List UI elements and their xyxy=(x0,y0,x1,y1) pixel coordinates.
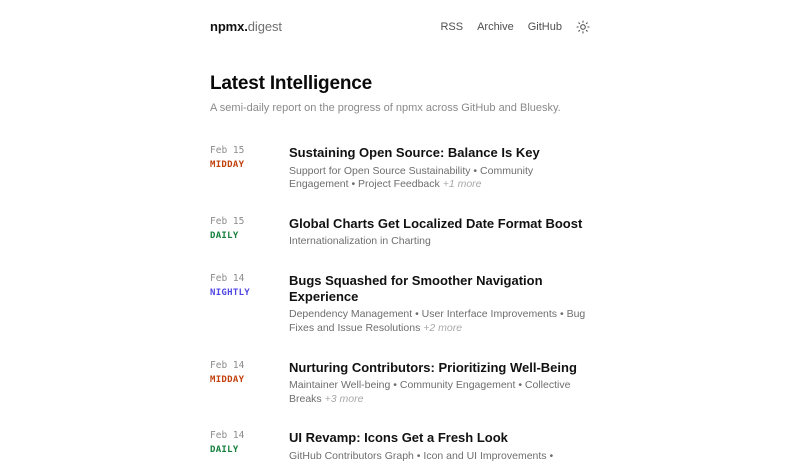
entry-schedule-label: MIDDAY xyxy=(210,374,245,385)
entry-body xyxy=(289,430,590,463)
entry-item[interactable] xyxy=(210,360,590,407)
entry-schedule-label: DAILY xyxy=(210,445,239,456)
entry-item[interactable] xyxy=(210,430,590,463)
entry-tags-text: Support for Open Source Sustainability • Community Engagement • Project Feedback xyxy=(289,164,534,191)
entry-schedule-label: MIDDAY xyxy=(210,160,245,170)
entry-date: Feb 15 xyxy=(210,215,245,227)
entry-meta xyxy=(210,360,289,407)
entry-tags xyxy=(289,165,590,192)
entry-title[interactable]: UI Revamp: Icons Get a Fresh Look xyxy=(289,430,508,446)
page-container xyxy=(210,0,590,464)
theme-toggle-button[interactable] xyxy=(576,20,590,34)
entry-more-count: +3 more xyxy=(324,392,364,405)
entry-tags-text: Maintainer Well-being • Community Engagement • Collective Breaks xyxy=(289,379,571,405)
entry-meta xyxy=(210,273,289,335)
entry-body xyxy=(289,216,590,249)
entry-title[interactable]: Sustaining Open Source: Balance Is Key xyxy=(289,145,540,160)
entry-tags xyxy=(289,235,590,249)
entry-schedule-label: NIGHTLY xyxy=(210,288,251,299)
entry-tags-text: Internationalization in Charting xyxy=(289,235,431,248)
entry-item[interactable] xyxy=(210,273,590,335)
entry-tags xyxy=(289,379,590,406)
logo-brand: npmx. xyxy=(210,19,248,34)
entry-list xyxy=(210,145,590,464)
entry-title[interactable]: Nurturing Contributors: Prioritizing Well-Being xyxy=(289,359,577,375)
sun-icon xyxy=(576,20,590,34)
entry-meta xyxy=(210,430,289,463)
page-subtitle: A semi-daily report on the progress of npmx across GitHub and Bluesky. xyxy=(210,102,561,114)
entry-tags xyxy=(289,450,590,464)
entry-more-count: +1 more xyxy=(442,178,482,191)
entry-title[interactable]: Bugs Squashed for Smoother Navigation Experience xyxy=(289,273,543,304)
nav-link-github[interactable]: GitHub xyxy=(527,20,562,33)
entry-tags-text: GitHub Contributors Graph • Icon and UI Improvements • xyxy=(289,450,554,463)
entry-body xyxy=(289,145,590,192)
entry-date: Feb 14 xyxy=(210,430,245,442)
entry-more-count: +2 more xyxy=(423,321,463,334)
page-title: Latest Intelligence xyxy=(210,73,372,94)
entry-item[interactable] xyxy=(210,145,590,192)
entry-meta xyxy=(210,145,289,192)
entry-meta xyxy=(210,216,289,249)
entry-tags xyxy=(289,308,590,335)
header-nav xyxy=(440,20,590,34)
entry-title[interactable]: Global Charts Get Localized Date Format Boost xyxy=(289,215,583,231)
entry-body xyxy=(289,360,590,407)
entry-schedule-label: DAILY xyxy=(210,230,239,241)
entry-date: Feb 15 xyxy=(210,145,245,156)
site-logo[interactable] xyxy=(210,19,282,34)
nav-link-archive[interactable]: Archive xyxy=(477,20,514,33)
logo-suffix: digest xyxy=(247,19,282,34)
entry-item[interactable] xyxy=(210,216,590,249)
entry-date: Feb 14 xyxy=(210,359,245,371)
entry-body xyxy=(289,273,590,335)
site-header xyxy=(210,0,590,34)
entry-date: Feb 14 xyxy=(210,273,245,285)
nav-link-rss[interactable]: RSS xyxy=(440,20,464,33)
entry-tags-text: Dependency Management • User Interface Improvements • Bug Fixes and Issue Resolutions xyxy=(289,308,586,334)
